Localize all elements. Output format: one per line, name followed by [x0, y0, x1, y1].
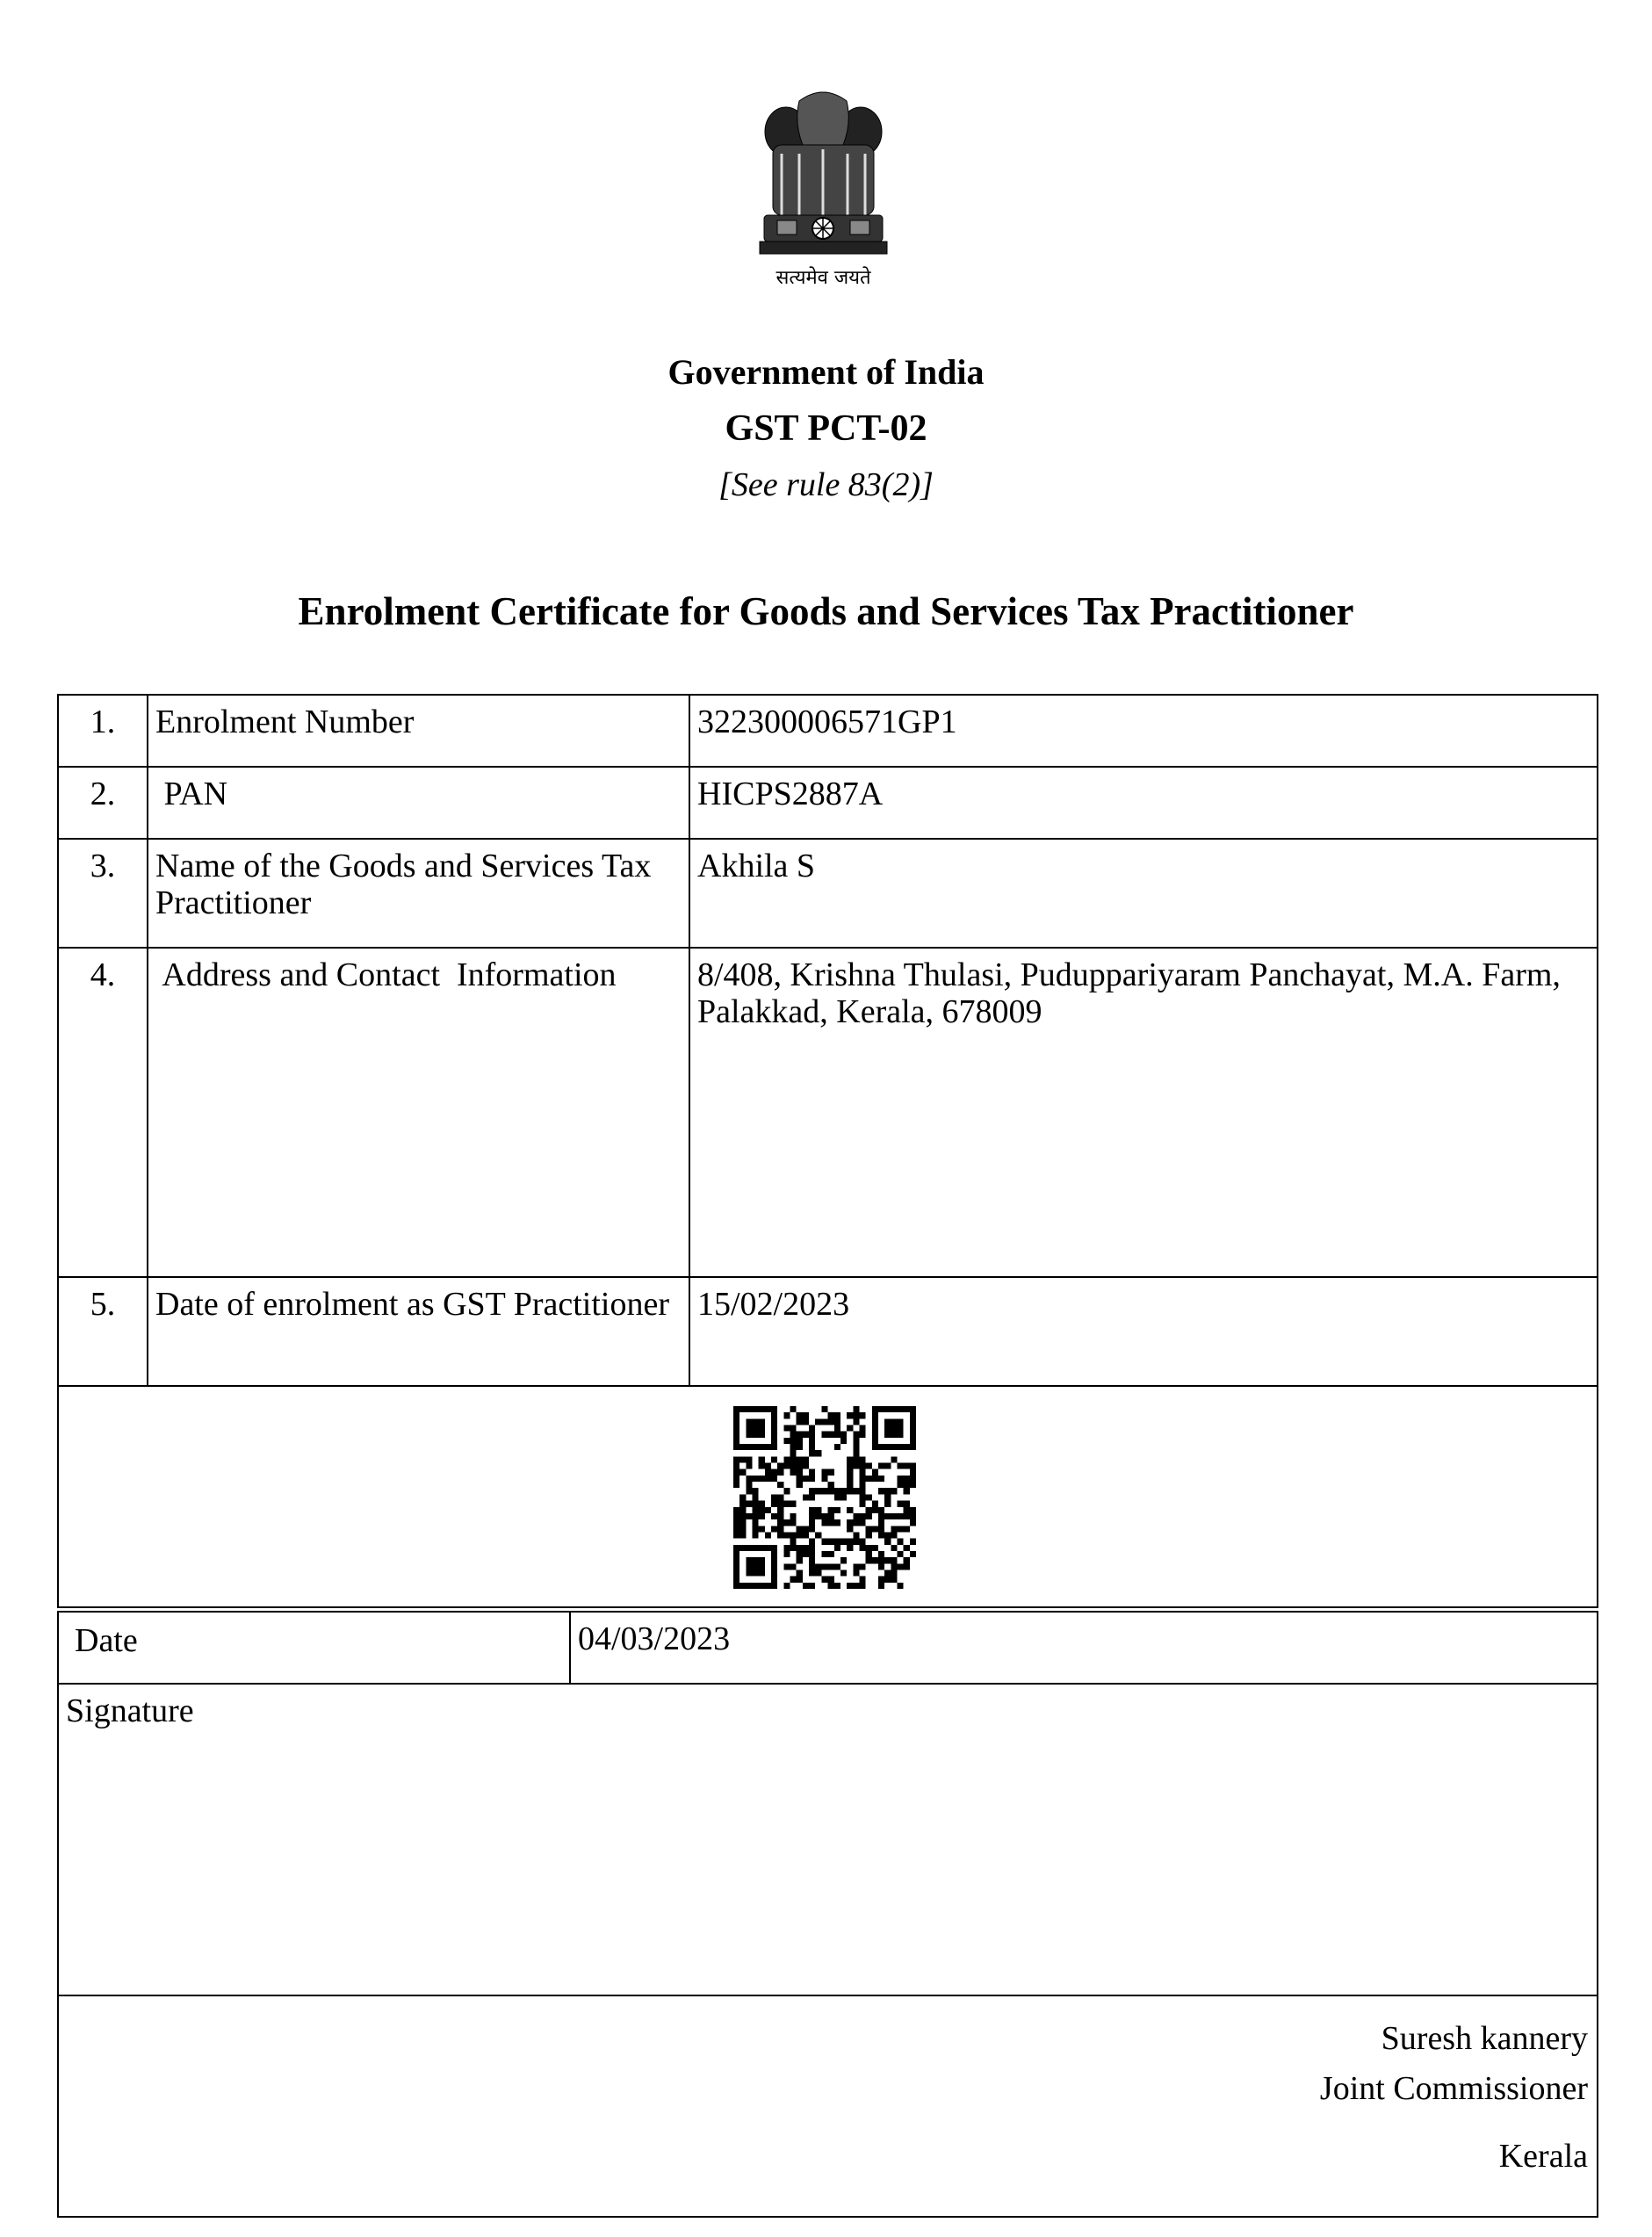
signature-row [58, 1684, 1598, 1995]
row-number: 4. [58, 948, 148, 1277]
row-value: Akhila S [689, 839, 1598, 948]
table-row [58, 839, 1598, 948]
qr-row [58, 1386, 1598, 1607]
row-label: PAN [148, 767, 689, 839]
authority-row [58, 1995, 1598, 2217]
table-row [58, 767, 1598, 839]
row-label: Enrolment Number [148, 695, 689, 767]
spacer [68, 2114, 1588, 2132]
rule-reference: [See rule 83(2)] [718, 466, 934, 503]
form-code: GST PCT-02 [725, 408, 927, 449]
row-value: 15/02/2023 [689, 1277, 1598, 1386]
authority-designation: Joint Commissioner [1319, 2070, 1588, 2107]
authority-name: Suresh kannery [1381, 2020, 1588, 2057]
table-row [58, 695, 1598, 767]
date-row [58, 1612, 1598, 1684]
certificate-table [57, 694, 1598, 1608]
row-number: 1. [58, 695, 148, 767]
row-value: 8/408, Krishna Thulasi, Puduppariyaram Panchayat, M.A. Farm, Palakkad, Kerala, 678009 [689, 948, 1598, 1277]
date-label: Date [58, 1612, 570, 1684]
qr-code [733, 1406, 916, 1589]
row-label: Name of the Goods and Services Tax Practitioner [148, 839, 689, 948]
signature-cell: Signature [58, 1684, 1598, 1995]
row-number: 3. [58, 839, 148, 948]
document-title: Enrolment Certificate for Goods and Services Tax Practitioner [298, 589, 1354, 633]
row-value: HICPS2887A [689, 767, 1598, 839]
date-value: 04/03/2023 [570, 1612, 1598, 1684]
qr-cell [58, 1386, 1598, 1607]
authority-cell [58, 1995, 1598, 2217]
row-number: 2. [58, 767, 148, 839]
emblem-motto: सत्यमेव जयते [776, 267, 871, 289]
row-label: Address and Contact Information [148, 948, 689, 1277]
table-row [58, 948, 1598, 1277]
government-heading: Government of India [667, 352, 985, 392]
row-label: Date of enrolment as GST Practitioner [148, 1277, 689, 1386]
row-value: 322300006571GP1 [689, 695, 1598, 767]
table-row [58, 1277, 1598, 1386]
row-number: 5. [58, 1277, 148, 1386]
authority-state: Kerala [1498, 2138, 1588, 2175]
date-signature-table [57, 1611, 1598, 2218]
